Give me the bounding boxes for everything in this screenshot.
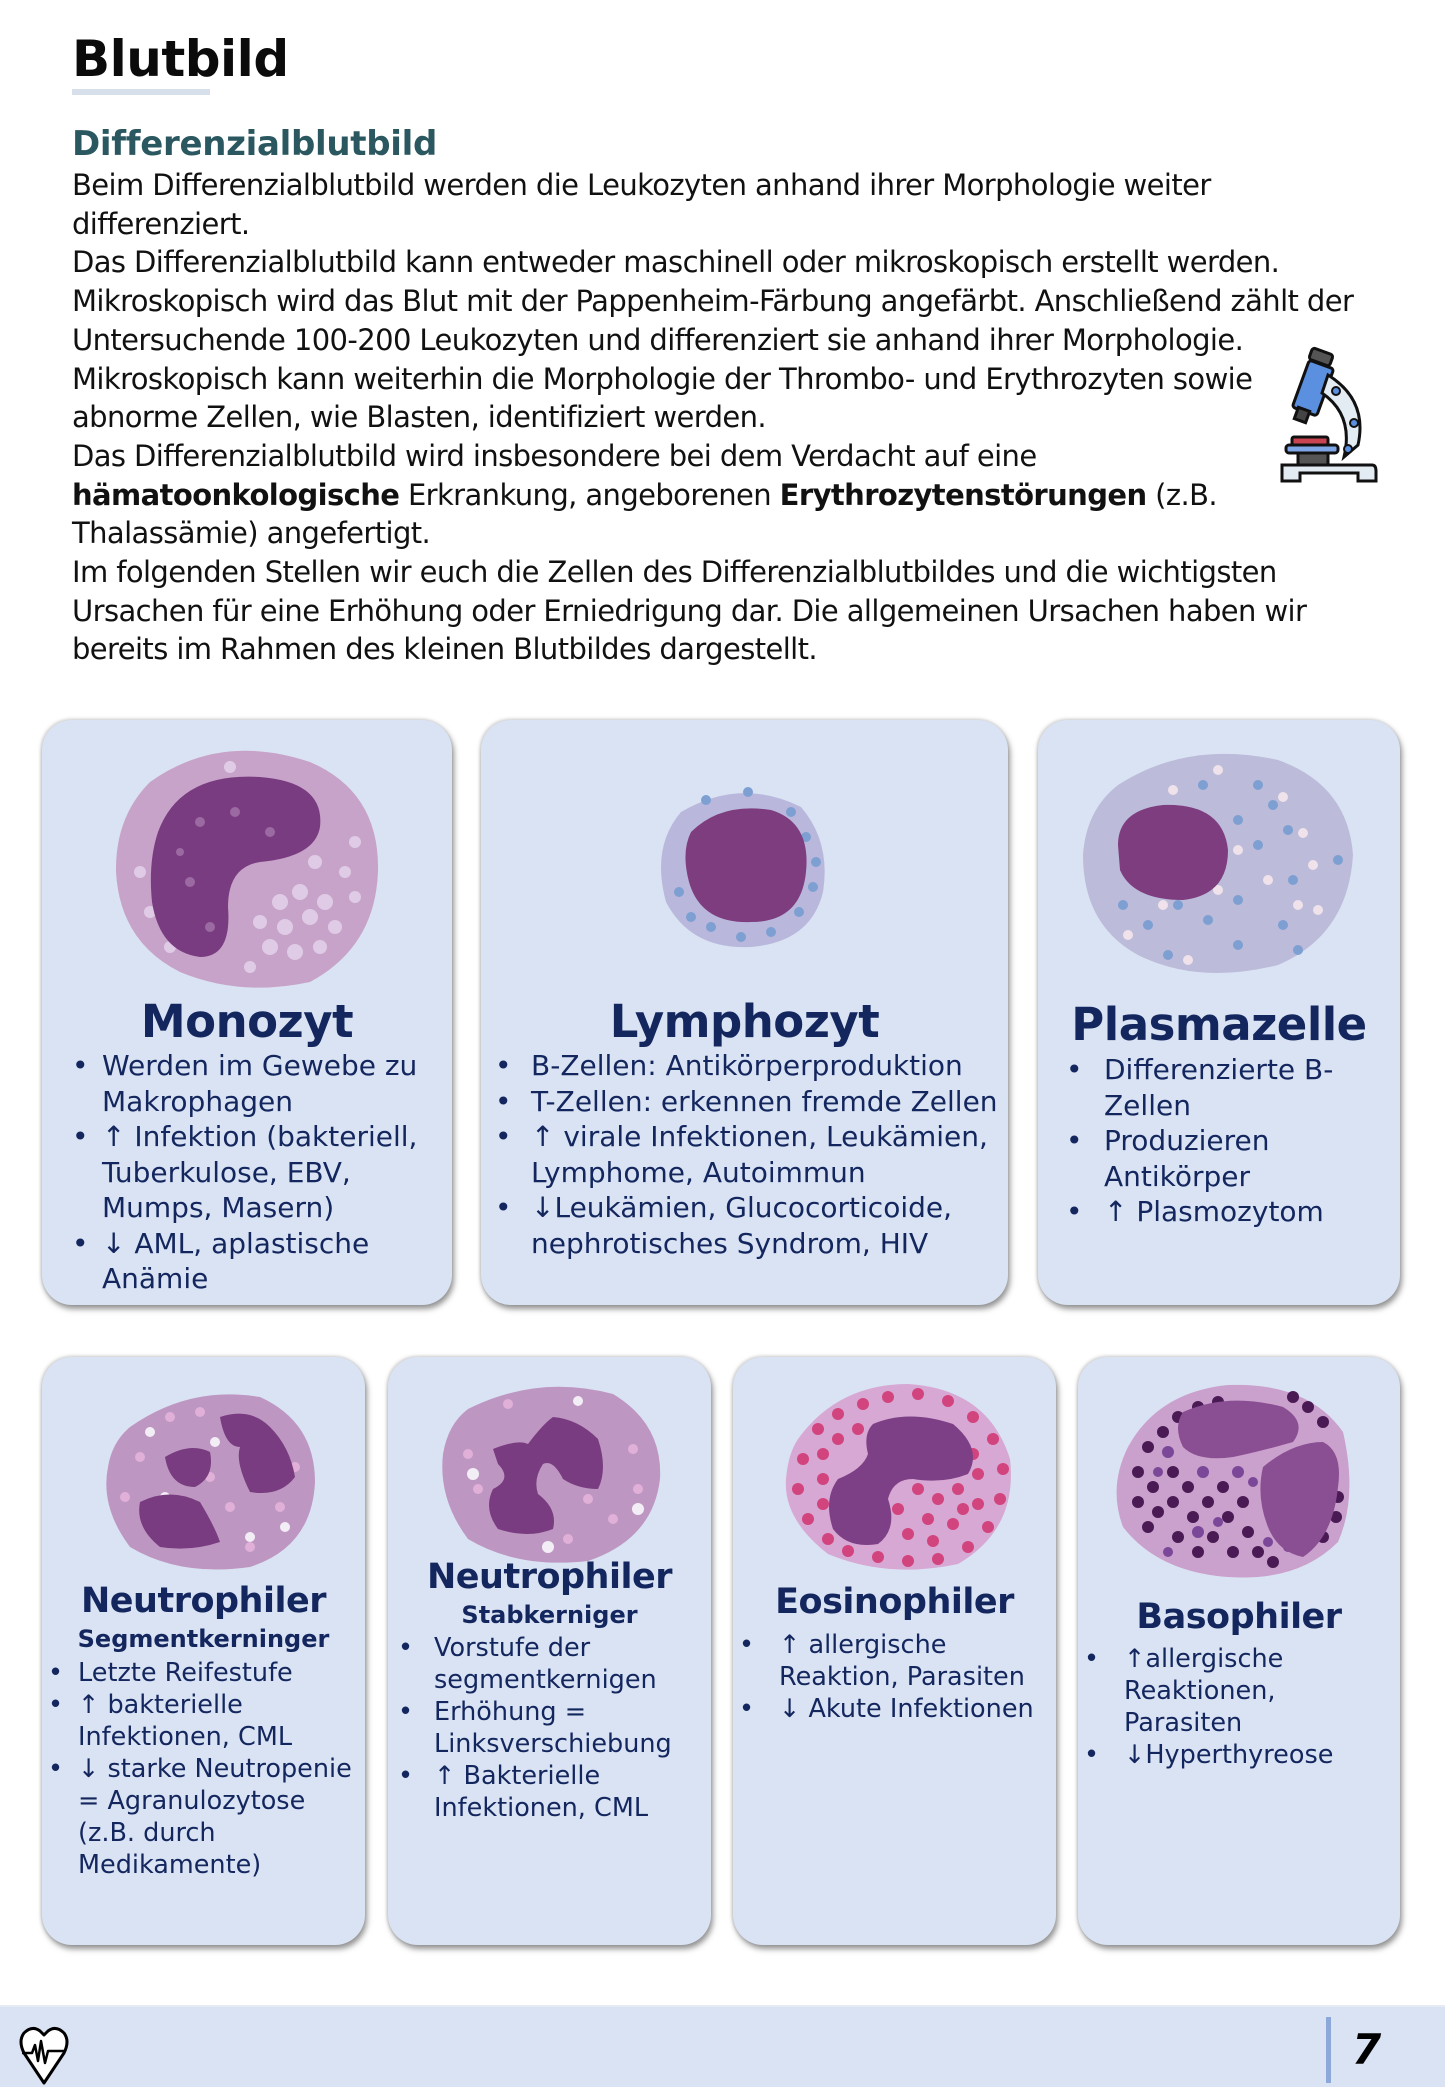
bullet-item: • ↑allergische Reaktionen, Parasiten	[1084, 1643, 1396, 1739]
intro-paragraph: Das Differenzialblutbild wird insbesondere bei dem Verdacht auf eine hämatoonkologische Erkrankung, angeborenen Erythrozytenstörungen (z.B. Thalassämie) angefertigt.	[72, 438, 1217, 551]
cell-name: Monozyt	[140, 995, 354, 1048]
cell-name: Basophiler	[1136, 1597, 1342, 1637]
bullet-item: • ↑ allergische Reaktion, Parasiten	[739, 1629, 1051, 1693]
bullet-list	[48, 1657, 360, 1881]
card-neutrophiler-segmentkerniger	[42, 1357, 365, 1945]
bullet-item: • Produzieren Antikörper	[1066, 1123, 1386, 1194]
page-number-divider	[1326, 2017, 1331, 2083]
card-eosinophiler	[733, 1357, 1056, 1945]
page-number: 7	[1352, 2025, 1382, 2074]
intro-paragraph: Beim Differenzialblutbild werden die Leukozyten anhand ihrer Morphologie weiter differenziert.	[72, 168, 1211, 241]
bold-term: Erythrozytenstörungen	[779, 477, 1147, 512]
bullet-item: • ↑ Infektion (bakteriell, Tuberkulose, EBV, Mumps, Masern)	[72, 1119, 442, 1226]
bullet-item: • ↑ bakterielle Infektionen, CML	[48, 1689, 360, 1753]
intro-text	[72, 166, 1372, 669]
heart-pulse-icon	[18, 2025, 70, 2087]
bullet-item: • Letzte Reifestufe	[48, 1657, 360, 1689]
bullet-list	[739, 1629, 1051, 1725]
bullet-item: • Differenzierte B-Zellen	[1066, 1052, 1386, 1123]
bullet-item: • ↑ virale Infektionen, Leukämien, Lymphome, Autoimmun	[495, 1119, 1000, 1190]
cell-subtitle: Stabkerniger	[461, 1601, 638, 1629]
card-monozyt	[42, 720, 452, 1305]
bullet-list	[495, 1048, 1000, 1261]
page-title: Blutbild	[72, 30, 289, 88]
bullet-item: • ↑ Plasmozytom	[1066, 1194, 1386, 1230]
bold-term: hämatoonkologische	[72, 477, 400, 512]
card-plasmazelle	[1038, 720, 1400, 1305]
bullet-item: • T-Zellen: erkennen fremde Zellen	[495, 1084, 1000, 1120]
bullet-list	[1066, 1052, 1386, 1230]
bullet-list	[72, 1048, 442, 1297]
cell-name: Plasmazelle	[1071, 998, 1367, 1051]
bullet-item: • Vorstufe der segmentkernigen	[398, 1632, 703, 1696]
bullet-list	[1084, 1643, 1396, 1771]
segmented-neutrophil-illustration-icon	[100, 1387, 320, 1572]
page-footer	[0, 2005, 1445, 2087]
intro-paragraph: Das Differenzialblutbild kann entweder maschinell oder mikroskopisch erstellt werden. Mikroskopisch wird das Blut mit der Pappenheim-Färbung angefärbt. Anschließend zählt der Untersuchende 100-200 Leukozyten und differenziert sie anhand ihrer Morphologie. Mikroskopisch kann weiterhin die Morphologie der Thrombo- und Erythrozyten sowie abnorme Zellen, wie Blasten, identifiziert werden.	[72, 245, 1354, 435]
cell-name: Neutrophiler	[81, 1581, 326, 1621]
bullet-item: • ↓ starke Neutropenie = Agranulozytose (z.B. durch Medikamente)	[48, 1753, 360, 1881]
lymphocyte-illustration-icon	[651, 782, 831, 952]
section-title: Differenzialblutbild	[72, 124, 438, 164]
band-neutrophil-illustration-icon	[438, 1379, 663, 1564]
cell-name: Neutrophiler	[427, 1557, 672, 1597]
cell-subtitle: Segmentkerninger	[77, 1625, 330, 1653]
card-lymphozyt	[481, 720, 1008, 1305]
cell-name: Eosinophiler	[775, 1582, 1014, 1622]
monocyte-illustration-icon	[110, 742, 382, 992]
microscope-icon	[1278, 345, 1378, 485]
bullet-item: • ↑ Bakterielle Infektionen, CML	[398, 1760, 703, 1824]
eosinophil-illustration-icon	[778, 1379, 1018, 1574]
bullet-item: • ↓Leukämien, Glucocorticoide, nephrotisches Syndrom, HIV	[495, 1190, 1000, 1261]
bullet-list	[398, 1632, 703, 1824]
cell-name: Lymphozyt	[609, 995, 880, 1048]
title-underline	[72, 89, 210, 95]
bullet-item: • ↓ Akute Infektionen	[739, 1693, 1051, 1725]
bullet-item: • Werden im Gewebe zu Makrophagen	[72, 1048, 442, 1119]
basophil-illustration-icon	[1108, 1377, 1358, 1582]
plasma-cell-illustration-icon	[1078, 745, 1360, 980]
bullet-item: • Erhöhung = Linksverschiebung	[398, 1696, 703, 1760]
bullet-item: • B-Zellen: Antikörperproduktion	[495, 1048, 1000, 1084]
bullet-item: • ↓Hyperthyreose	[1084, 1739, 1396, 1771]
intro-paragraph: Im folgenden Stellen wir euch die Zellen des Differenzialblutbildes und die wichtigsten Ursachen für eine Erhöhung oder Erniedrigung dar. Die allgemeinen Ursachen haben wir bereits im Rahmen des kleinen Blutbildes dargestellt.	[72, 555, 1307, 667]
card-neutrophiler-stabkerniger	[388, 1357, 711, 1945]
card-basophiler	[1078, 1357, 1400, 1945]
bullet-item: • ↓ AML, aplastische Anämie	[72, 1226, 442, 1297]
